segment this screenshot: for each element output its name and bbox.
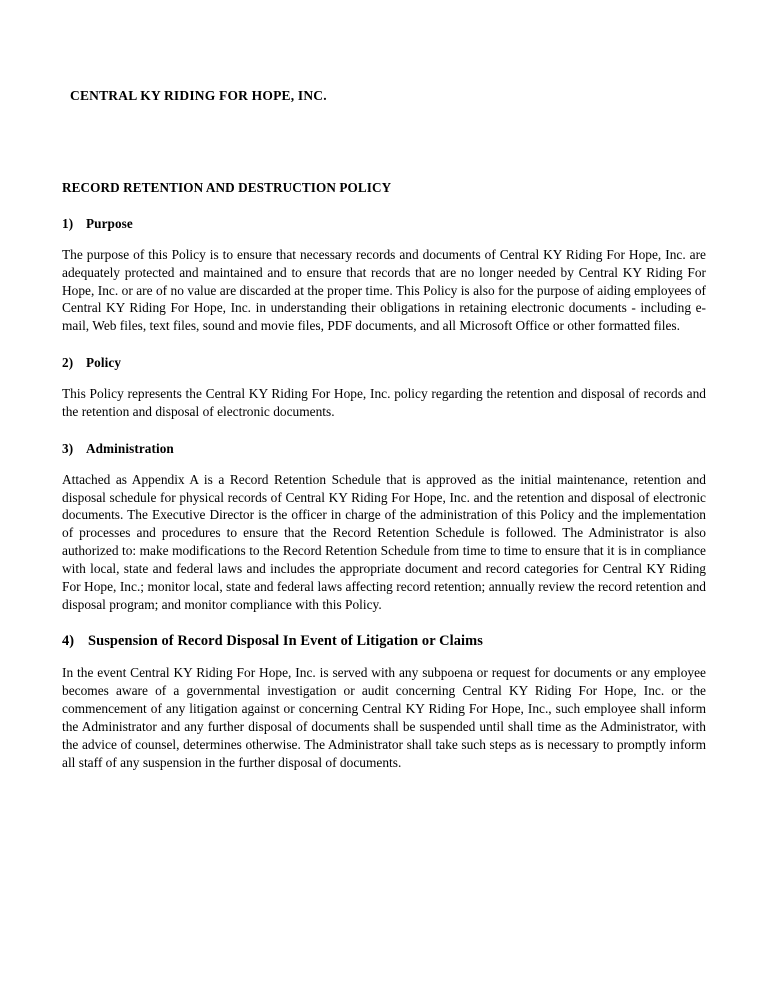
section-body-4: In the event Central KY Riding For Hope, Inc. is served with any subpoena or request for documents or any employee becomes aware of a governmental investigation or audit concerning Central KY Riding For Hope, Inc. or the commencement of any litigation against or concerning Central KY Riding For Hope, Inc., such employee shall inform the Administrator and any further disposal of documents shall be suspended until shall time as the Administrator, with the advice of counsel, determines otherwise. The Administrator shall take such steps as is necessary to promptly inform all staff of any suspension in the further disposal of documents. (62, 665, 706, 770)
section-number-2: 2) (62, 355, 74, 371)
title-spacer (62, 104, 706, 180)
section-policy (62, 355, 706, 421)
organization-title: CENTRAL KY RIDING FOR HOPE, INC. (70, 88, 327, 103)
section-body-1: The purpose of this Policy is to ensure that necessary records and documents of Central KY Riding For Hope, Inc. are adequately protected and maintained and to ensure that records that are no longer needed by Central KY Riding For Hope, Inc. or are of no value are discarded at the proper time. This Policy is also for the purpose of aiding employees of Central KY Riding For Hope, Inc. in understanding their obligations in retaining electronic documents - including e-mail, Web files, text files, sound and movie files, PDF documents, and all Microsoft Office or other formatted files. (62, 247, 706, 334)
section-body-3: Attached as Appendix A is a Record Retention Schedule that is approved as the initial maintenance, retention and disposal schedule for physical records of Central KY Riding For Hope, Inc. and the retention and disposal of electronic documents. The Executive Director is the officer in charge of the administration of this Policy and the implementation of processes and procedures to ensure that the Record Retention Schedule is followed. The Administrator is also authorized to: make modifications to the Record Retention Schedule from time to time to ensure that it is in compliance with local, state and federal laws and includes the appropriate document and record categories for Central KY Riding For Hope, Inc.; monitor local, state and federal laws affecting record retention; annually review the record retention and disposal program; and monitor compliance with this Policy. (62, 471, 706, 612)
section-heading-administration (62, 441, 706, 457)
section-title-4: Suspension of Record Disposal In Event of Litigation or Claims (88, 633, 483, 650)
section-purpose (62, 216, 706, 335)
section-heading-purpose (62, 216, 706, 232)
section-title-2: Policy (86, 355, 122, 371)
section-number-3: 3) (62, 440, 74, 456)
section-number-1: 1) (62, 216, 74, 231)
section-administration (62, 441, 706, 614)
section-heading-suspension (62, 633, 706, 650)
section-suspension (62, 633, 706, 771)
section-number-4: 4) (62, 633, 75, 650)
section-title-3: Administration (86, 440, 174, 456)
section-heading-policy (62, 355, 706, 371)
section-title-1: Purpose (86, 216, 133, 231)
section-body-2: This Policy represents the Central KY Riding For Hope, Inc. policy regarding the retention and disposal of records and the retention and disposal of electronic documents. (62, 386, 706, 419)
document-body (62, 88, 706, 771)
policy-title: RECORD RETENTION AND DESTRUCTION POLICY (62, 180, 392, 195)
